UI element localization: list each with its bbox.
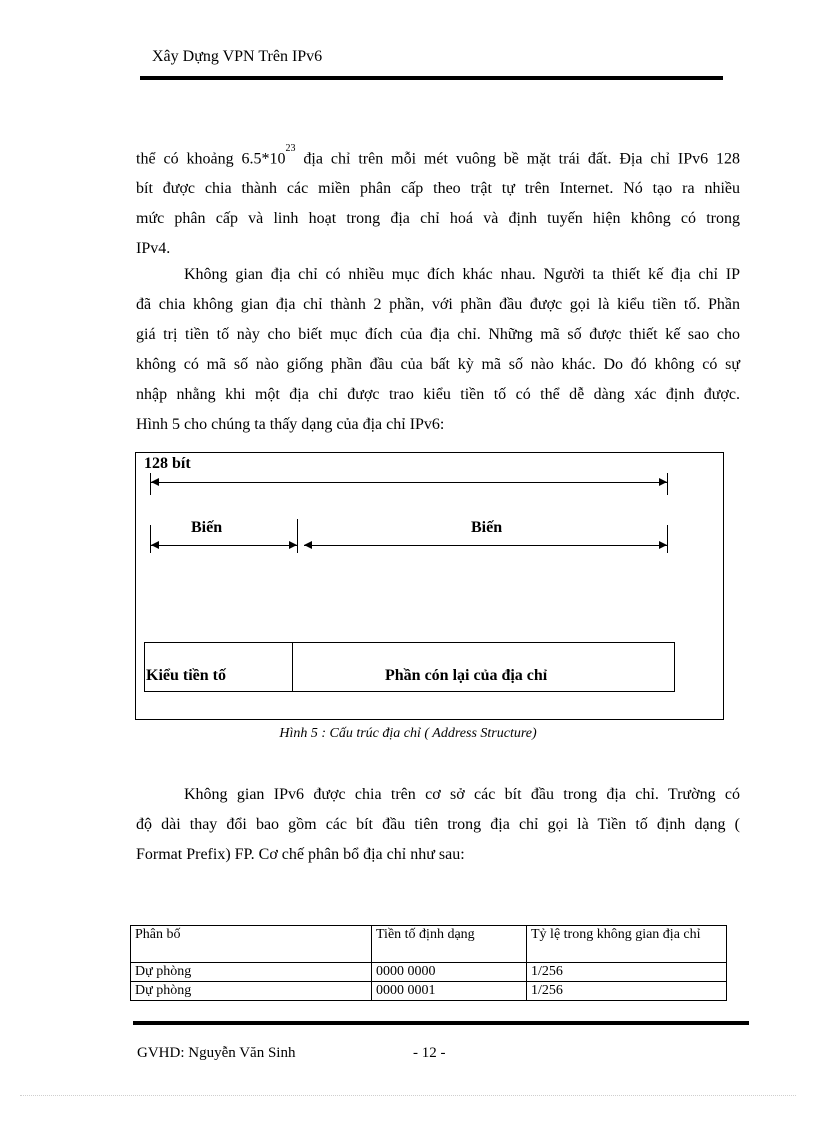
table-cell: Dự phòng bbox=[131, 982, 372, 1001]
table-header-cell: Tỷ lệ trong không gian địa chỉ bbox=[527, 926, 727, 963]
paragraph-1 bbox=[136, 140, 740, 264]
rest-arrow-left-head bbox=[304, 541, 312, 549]
table-cell: Dự phòng bbox=[131, 963, 372, 982]
paragraph-2-line-6: Hình 5 cho chúng ta thấy dạng của địa chỉ IPv6: bbox=[136, 416, 445, 433]
paragraph-3-line-3: Format Prefix) FP. Cơ chế phân bổ địa chỉ như sau: bbox=[136, 846, 465, 863]
rest-of-address-label: Phần cón lại của địa chỉ bbox=[385, 667, 548, 684]
rest-arrow-line bbox=[304, 545, 667, 546]
exponent: 23 bbox=[285, 143, 296, 154]
paragraph-1-line-4: IPv4. bbox=[136, 240, 171, 258]
page-number: - 12 - bbox=[413, 1045, 446, 1061]
table-cell: 0000 0000 bbox=[372, 963, 527, 982]
paragraph-2 bbox=[136, 260, 740, 440]
paragraph-1-line-3: mức phân cấp và linh hoạt trong địa chỉ hoá và định tuyến hiện không có trong bbox=[136, 210, 740, 228]
paragraph-2-line-5: nhập nhằng khi một địa chỉ được trao kiểu tiền tố có thể dễ dàng xác định được. bbox=[136, 386, 740, 403]
p1-line1-text-b: địa chỉ trên mỗi mét vuông bề mặt trái đất. Địa chỉ IPv6 128 bbox=[295, 150, 741, 168]
total-bits-label: 128 bít bbox=[144, 455, 191, 472]
total-right-tick bbox=[667, 473, 668, 495]
prefix-type-label: Kiểu tiền tố bbox=[146, 667, 226, 684]
paragraph-3 bbox=[136, 780, 740, 870]
page-header-title: Xây Dựng VPN Trên IPv6 bbox=[152, 48, 323, 65]
table-row bbox=[131, 963, 727, 982]
paragraph-1-line-1 bbox=[136, 140, 740, 174]
paragraph-3-line-1: Không gian IPv6 được chia trên cơ sở các bít đầu trong địa chỉ. Trường có bbox=[184, 786, 740, 803]
table-cell: 0000 0001 bbox=[372, 982, 527, 1001]
address-bar-divider bbox=[292, 643, 293, 691]
segment-right-tick bbox=[667, 525, 668, 553]
paragraph-2-line-2: đã chia không gian địa chỉ thành 2 phần, với phần đầu được gọi là kiểu tiền tố. Phần bbox=[136, 296, 740, 313]
total-arrow-right-head bbox=[659, 478, 667, 486]
variable-prefix-label: Biến bbox=[191, 519, 223, 536]
prefix-arrow-line bbox=[151, 545, 297, 546]
table-header-cell: Tiền tố định dạng bbox=[372, 926, 527, 963]
table-header-cell: Phân bố bbox=[131, 926, 372, 963]
address-bar bbox=[144, 642, 675, 692]
prefix-arrow-right-head bbox=[289, 541, 297, 549]
page-edge bbox=[20, 1095, 796, 1096]
table-row bbox=[131, 982, 727, 1001]
paragraph-3-line-2: độ dài thay đổi bao gồm các bít đầu tiên trong địa chỉ gọi là Tiền tố định dạng ( bbox=[136, 816, 740, 833]
footer-rule bbox=[133, 1021, 749, 1025]
table-header-row bbox=[131, 926, 727, 963]
total-arrow-line bbox=[151, 482, 667, 483]
paragraph-2-line-3: giá trị tiền tố này cho biết mục đích của địa chỉ. Những mã số được thiết kế sao cho bbox=[136, 326, 740, 343]
variable-rest-label: Biến bbox=[471, 519, 503, 536]
prefix-arrow-left-head bbox=[151, 541, 159, 549]
table-cell: 1/256 bbox=[527, 982, 727, 1001]
paragraph-1-line-2: bít được chia thành các miền phân cấp theo trật tự trên Internet. Nó tạo ra nhiều bbox=[136, 180, 740, 198]
paragraph-2-line-1: Không gian địa chỉ có nhiều mục đích khác nhau. Người ta thiết kế địa chỉ IP bbox=[184, 266, 740, 283]
address-structure-figure bbox=[135, 452, 724, 720]
rest-arrow-right-head bbox=[659, 541, 667, 549]
header-rule bbox=[140, 76, 723, 80]
segment-divider-tick bbox=[297, 519, 298, 553]
allocation-table bbox=[130, 925, 727, 1001]
table-cell: 1/256 bbox=[527, 963, 727, 982]
total-arrow-left-head bbox=[151, 478, 159, 486]
figure-caption: Hình 5 : Cấu trúc địa chỉ ( Address Structure) bbox=[279, 726, 537, 741]
p1-line1-text-a: thể có khoảng 6.5*10 bbox=[136, 150, 286, 168]
paragraph-2-line-4: không có mã số nào giống phần đầu của bất kỳ mã số nào khác. Do đó không có sự bbox=[136, 356, 740, 373]
footer-instructor: GVHD: Nguyễn Văn Sinh bbox=[137, 1045, 296, 1061]
